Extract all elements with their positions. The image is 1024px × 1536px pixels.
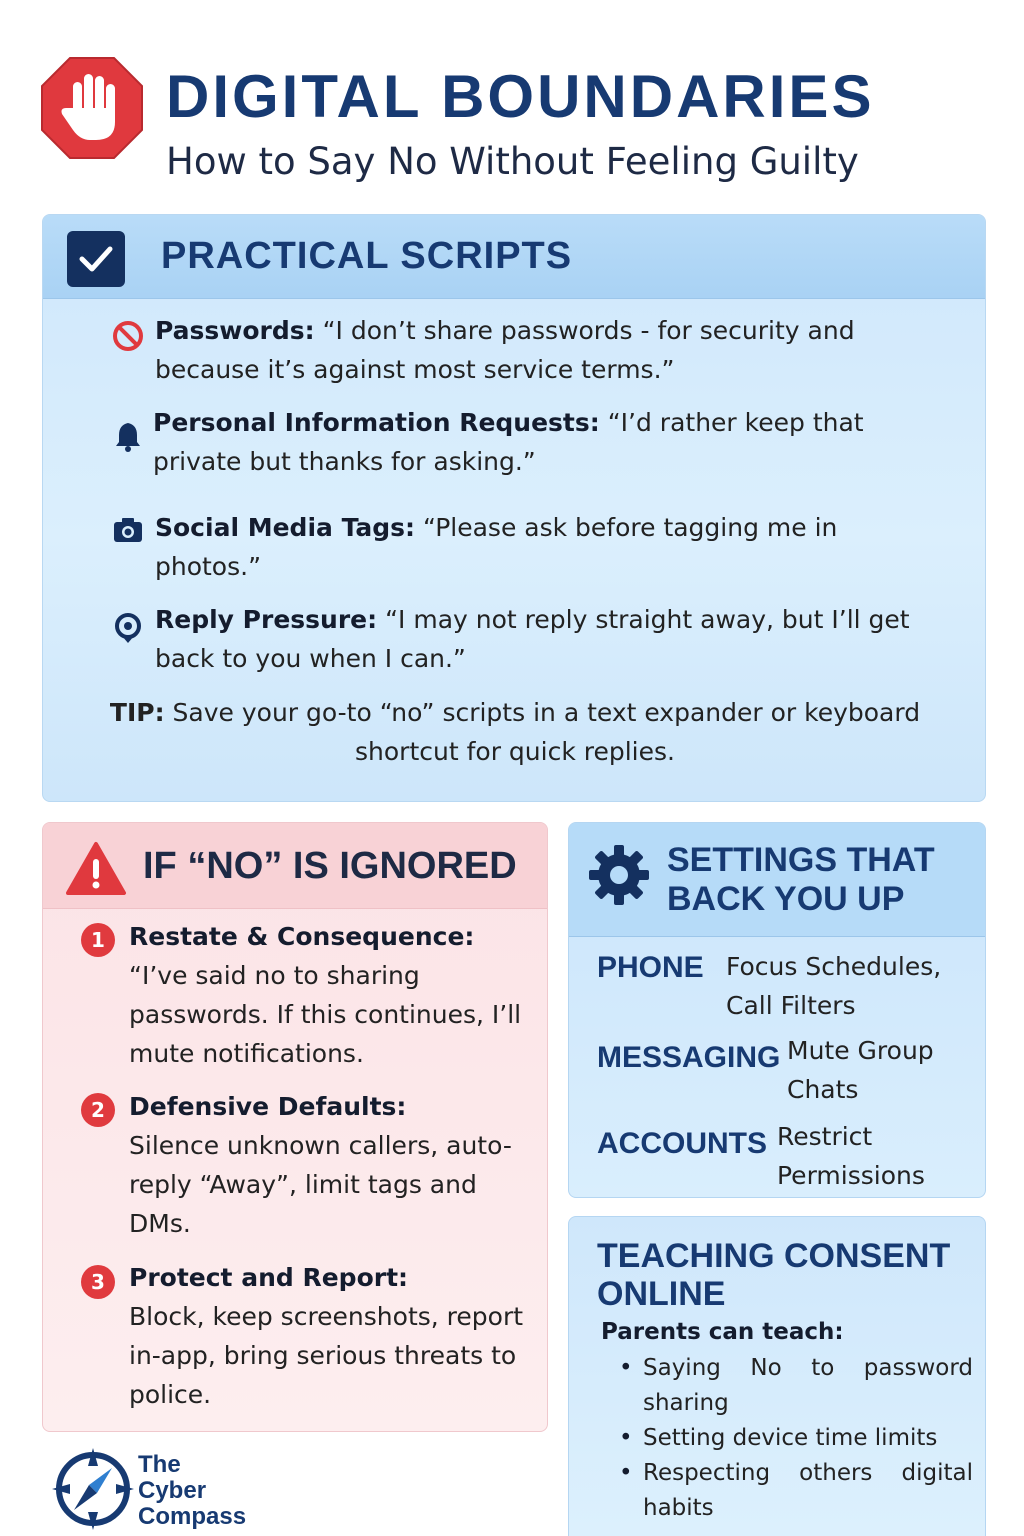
- setting-value-accounts: Restrict Permissions: [777, 1122, 925, 1190]
- prohibited-icon: [111, 319, 145, 353]
- script-text: “I don’t share passwords - for security and because it’s against most service terms.”: [155, 316, 855, 384]
- practical-scripts-panel: [42, 214, 986, 802]
- settings-title: SETTINGS THAT BACK YOU UP: [667, 841, 935, 918]
- setting-label-accounts: ACCOUNTS: [597, 1127, 767, 1160]
- tip-label: TIP:: [109, 698, 165, 727]
- step-item: [129, 1258, 541, 1414]
- logo-line: Compass: [138, 1503, 247, 1530]
- setting-label-phone: PHONE: [597, 951, 704, 984]
- bell-icon: [111, 419, 145, 453]
- teaching-consent-list: [643, 1351, 973, 1526]
- setting-value-phone: Focus Schedules, Call Filters: [726, 952, 942, 1020]
- if-no-ignored-panel: [42, 822, 548, 1432]
- logo-line: The: [138, 1451, 181, 1478]
- script-label: Social Media Tags:: [155, 513, 416, 542]
- page-title: DIGITAL BOUNDARIES: [166, 63, 875, 130]
- gear-icon: [587, 843, 651, 907]
- script-text: “I may not reply straight away, but I’ll get back to you when I can.”: [155, 605, 910, 673]
- list-item: • Setting device time limits: [643, 1421, 973, 1456]
- step-body: “I’ve said no to sharing passwords. If this continues, I’ll mute notifications.: [129, 961, 522, 1068]
- step-label: Defensive Defaults:: [129, 1092, 407, 1121]
- script-text: “I’d rather keep that private but thanks for asking.”: [153, 408, 864, 476]
- settings-panel: [568, 822, 986, 1198]
- list-item: • Saying No to password sharing: [643, 1351, 973, 1421]
- script-label: Passwords:: [155, 316, 315, 345]
- practical-scripts-header: [43, 215, 985, 299]
- step-number: 1: [81, 923, 115, 957]
- tip-body: Save your go-to “no” scripts in a text expander or keyboard shortcut for quick replies.: [164, 698, 921, 766]
- teaching-consent-subtitle: Parents can teach:: [601, 1319, 844, 1345]
- tip-text: [67, 693, 963, 771]
- step-label: Restate & Consequence:: [129, 922, 475, 951]
- if-no-ignored-title: IF “NO” IS IGNORED: [143, 845, 517, 887]
- script-item-passwords: [155, 311, 935, 389]
- step-item: [129, 917, 541, 1073]
- step-body: Silence unknown callers, auto-reply “Away”, limit tags and DMs.: [129, 1131, 512, 1238]
- camera-icon: [111, 513, 145, 547]
- script-label: Reply Pressure:: [155, 605, 378, 634]
- page-subtitle: How to Say No Without Feeling Guilty: [166, 140, 859, 183]
- script-item-personal-info: [153, 403, 933, 481]
- teaching-consent-title: TEACHING CONSENT ONLINE: [597, 1237, 951, 1313]
- list-item: • Respecting others digital habits: [643, 1456, 973, 1526]
- setting-label-messaging: MESSAGING: [597, 1041, 781, 1074]
- brand-logo-text: [138, 1452, 246, 1530]
- teaching-consent-panel: [568, 1216, 986, 1536]
- stop-hand-icon: [40, 56, 144, 160]
- location-icon: [111, 611, 145, 645]
- settings-header: [569, 823, 985, 937]
- checkbox-icon: [67, 231, 125, 287]
- script-text: “Please ask before tagging me in photos.”: [155, 513, 838, 581]
- step-body: Block, keep screenshots, report in-app, bring serious threats to police.: [129, 1302, 524, 1409]
- compass-icon: [50, 1446, 136, 1532]
- script-item-reply-pressure: [155, 600, 935, 678]
- step-item: [129, 1087, 541, 1243]
- step-number: 2: [81, 1093, 115, 1127]
- warning-icon: [65, 841, 127, 897]
- script-label: Personal Information Requests:: [153, 408, 600, 437]
- script-item-social-tags: [155, 508, 935, 586]
- if-no-ignored-header: [43, 823, 547, 909]
- setting-value-messaging: Mute Group Chats: [787, 1036, 934, 1104]
- practical-scripts-title: PRACTICAL SCRIPTS: [161, 235, 573, 277]
- step-label: Protect and Report:: [129, 1263, 409, 1292]
- step-number: 3: [81, 1265, 115, 1299]
- logo-line: Cyber: [138, 1477, 207, 1504]
